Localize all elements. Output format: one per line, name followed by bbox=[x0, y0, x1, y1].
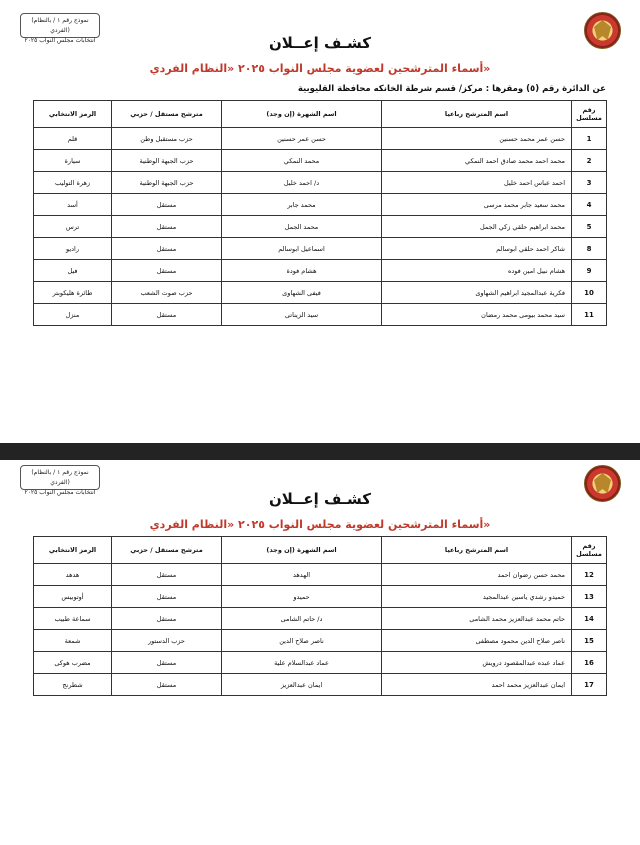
fame-name-cell: هشام فودة bbox=[222, 260, 382, 282]
serial-cell: 5 bbox=[572, 216, 607, 238]
fame-name-cell: اسماعيل ابوسالم bbox=[222, 238, 382, 260]
fame-name-cell: د/ احمد خليل bbox=[222, 172, 382, 194]
serial-cell: 13 bbox=[572, 586, 607, 608]
symbol-cell: مضرب هوكى bbox=[34, 652, 112, 674]
header-symbol: الرمز الانتخابي bbox=[34, 101, 112, 128]
stamp-line-2: انتخابات مجلس النواب ٢٠٢٥ bbox=[24, 37, 96, 44]
fame-name-cell: فيفى الشهاوى bbox=[222, 282, 382, 304]
fame-name-cell: ايمان عبدالعزيز bbox=[222, 674, 382, 696]
serial-cell: 15 bbox=[572, 630, 607, 652]
fame-name-cell: محمد جابر bbox=[222, 194, 382, 216]
header-affiliation: مترشح مستقل / حزبي bbox=[112, 537, 222, 564]
fame-name-cell: محمد الجمل bbox=[222, 216, 382, 238]
page-title: كشـف إعــلان bbox=[268, 490, 372, 508]
stamp-line-1: (نموذج رقم ١ / بالنظام الفردي) bbox=[31, 469, 89, 486]
table-row bbox=[34, 630, 607, 652]
candidate-name-cell: محمد حسن رضوان احمد bbox=[382, 564, 572, 586]
header-fame: اسم الشهرة (إن وجد) bbox=[222, 537, 382, 564]
affiliation-cell: مستقل bbox=[112, 194, 222, 216]
form-stamp bbox=[20, 465, 100, 496]
fame-name-cell: ناصر صلاح الدين bbox=[222, 630, 382, 652]
page-title: كشـف إعــلان bbox=[268, 34, 372, 52]
candidate-name-cell: احمد عباس احمد خليل bbox=[382, 172, 572, 194]
table-row bbox=[34, 216, 607, 238]
symbol-cell: زهرة التوليب bbox=[34, 172, 112, 194]
table-row bbox=[34, 674, 607, 696]
page-divider bbox=[0, 443, 640, 460]
symbol-cell: منزل bbox=[34, 304, 112, 326]
symbol-cell: فيل bbox=[34, 260, 112, 282]
table-row bbox=[34, 608, 607, 630]
candidate-name-cell: سيد محمد بيومى محمد رمضان bbox=[382, 304, 572, 326]
symbol-cell: سيارة bbox=[34, 150, 112, 172]
serial-cell: 10 bbox=[572, 282, 607, 304]
serial-cell: 17 bbox=[572, 674, 607, 696]
fame-name-cell: عماد عبدالسلام علية bbox=[222, 652, 382, 674]
candidate-name-cell: محمد سعيد جابر محمد مرسى bbox=[382, 194, 572, 216]
symbol-cell: شمعة bbox=[34, 630, 112, 652]
affiliation-cell: مستقل bbox=[112, 260, 222, 282]
table-header-row bbox=[34, 537, 607, 564]
affiliation-cell: مستقل bbox=[112, 564, 222, 586]
serial-cell: 4 bbox=[572, 194, 607, 216]
stamp-line-1: (نموذج رقم ١ / بالنظام الفردي) bbox=[31, 17, 89, 34]
stamp-line-2: انتخابات مجلس النواب ٢٠٢٥ bbox=[24, 489, 96, 496]
table-row bbox=[34, 282, 607, 304]
symbol-cell: قلم bbox=[34, 128, 112, 150]
candidate-name-cell: ايمان عبدالعزيز محمد احمد bbox=[382, 674, 572, 696]
candidate-name-cell: هشام نبيل امين فوده bbox=[382, 260, 572, 282]
table-row bbox=[34, 128, 607, 150]
symbol-cell: راديو bbox=[34, 238, 112, 260]
table-row bbox=[34, 194, 607, 216]
symbol-cell: طائرة هليكوبتر bbox=[34, 282, 112, 304]
page-subtitle: أسماء المترشحين لعضوية مجلس النواب ٢٠٢٥ «النظام الفردي» bbox=[149, 62, 491, 75]
symbol-cell: سماعة طبيب bbox=[34, 608, 112, 630]
header-serial: رقم مسلسل bbox=[572, 101, 607, 128]
header-name: اسم المترشح رباعيا bbox=[382, 101, 572, 128]
affiliation-cell: حزب مستقبل وطن bbox=[112, 128, 222, 150]
candidate-name-cell: شاكر احمد حلقي ابوسالم bbox=[382, 238, 572, 260]
table-row bbox=[34, 260, 607, 282]
candidates-table bbox=[33, 536, 607, 696]
serial-cell: 1 bbox=[572, 128, 607, 150]
fame-name-cell: د/ حاتم الشامى bbox=[222, 608, 382, 630]
district-info: عن الدائرة رقم (٥) ومقرها : مركز/ قسم شرطة الخانكه محافظة القليوبية bbox=[297, 84, 606, 94]
symbol-cell: ترس bbox=[34, 216, 112, 238]
candidate-name-cell: حسن عمر محمد حسنين bbox=[382, 128, 572, 150]
header-affiliation: مترشح مستقل / حزبي bbox=[112, 101, 222, 128]
symbol-cell: شطرنج bbox=[34, 674, 112, 696]
fame-name-cell: حميدو bbox=[222, 586, 382, 608]
serial-cell: 8 bbox=[572, 238, 607, 260]
candidate-name-cell: حميدو رشدي ياسين عبدالمجيد bbox=[382, 586, 572, 608]
affiliation-cell: مستقل bbox=[112, 608, 222, 630]
serial-cell: 9 bbox=[572, 260, 607, 282]
table-row bbox=[34, 652, 607, 674]
serial-cell: 2 bbox=[572, 150, 607, 172]
affiliation-cell: مستقل bbox=[112, 652, 222, 674]
serial-cell: 14 bbox=[572, 608, 607, 630]
header-serial: رقم مسلسل bbox=[572, 537, 607, 564]
serial-cell: 12 bbox=[572, 564, 607, 586]
affiliation-cell: حزب صوت الشعب bbox=[112, 282, 222, 304]
candidates-table bbox=[33, 100, 607, 326]
candidate-name-cell: فكرية عبدالمجيد ابراهيم الشهاوى bbox=[382, 282, 572, 304]
affiliation-cell: حزب الجبهة الوطنية bbox=[112, 150, 222, 172]
header-name: اسم المترشح رباعيا bbox=[382, 537, 572, 564]
table-header-row bbox=[34, 101, 607, 128]
candidate-name-cell: محمد احمد محمد صادق احمد النمكي bbox=[382, 150, 572, 172]
header-fame: اسم الشهرة (إن وجد) bbox=[222, 101, 382, 128]
candidate-name-cell: محمد ابراهيم حلقي زكي الجمل bbox=[382, 216, 572, 238]
candidate-name-cell: ناصر صلاح الدين محمود مصطفى bbox=[382, 630, 572, 652]
symbol-cell: أوتوبيس bbox=[34, 586, 112, 608]
table-row bbox=[34, 304, 607, 326]
symbol-cell: هدهد bbox=[34, 564, 112, 586]
table-row bbox=[34, 150, 607, 172]
affiliation-cell: مستقل bbox=[112, 216, 222, 238]
affiliation-cell: مستقل bbox=[112, 674, 222, 696]
fame-name-cell: حسن عمر حسنين bbox=[222, 128, 382, 150]
page-subtitle: أسماء المترشحين لعضوية مجلس النواب ٢٠٢٥ «النظام الفردي» bbox=[149, 518, 491, 531]
fame-name-cell: سيد الزيناتى bbox=[222, 304, 382, 326]
serial-cell: 11 bbox=[572, 304, 607, 326]
affiliation-cell: حزب الجبهة الوطنية bbox=[112, 172, 222, 194]
header-symbol: الرمز الانتخابي bbox=[34, 537, 112, 564]
serial-cell: 16 bbox=[572, 652, 607, 674]
symbol-cell: أسد bbox=[34, 194, 112, 216]
affiliation-cell: مستقل bbox=[112, 238, 222, 260]
candidate-name-cell: حاتم محمد عبدالعزيز محمد الشامى bbox=[382, 608, 572, 630]
table-row bbox=[34, 586, 607, 608]
affiliation-cell: حزب الدستور bbox=[112, 630, 222, 652]
affiliation-cell: مستقل bbox=[112, 304, 222, 326]
fame-name-cell: الهدهد bbox=[222, 564, 382, 586]
candidate-name-cell: عماد عبده عبدالمقصود درويش bbox=[382, 652, 572, 674]
affiliation-cell: مستقل bbox=[112, 586, 222, 608]
serial-cell: 3 bbox=[572, 172, 607, 194]
table-row bbox=[34, 564, 607, 586]
table-row bbox=[34, 172, 607, 194]
fame-name-cell: محمد النمكي bbox=[222, 150, 382, 172]
announcement-page-2 bbox=[0, 460, 640, 845]
table-row bbox=[34, 238, 607, 260]
